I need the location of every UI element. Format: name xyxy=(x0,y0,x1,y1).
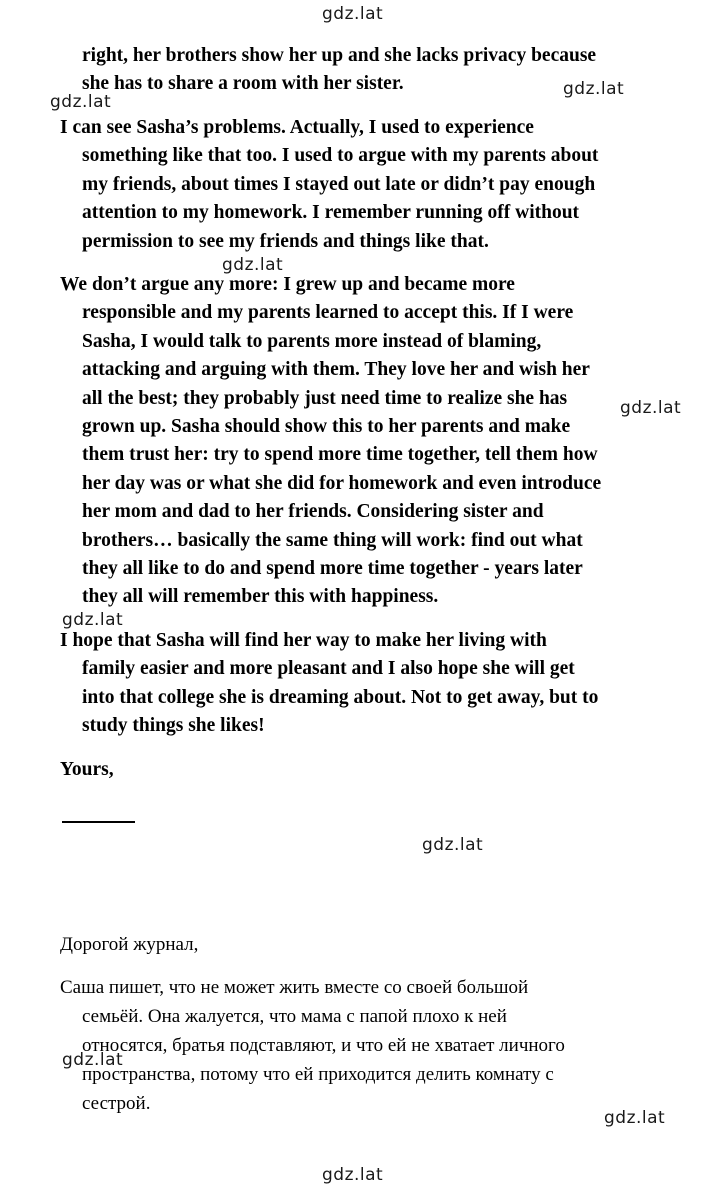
text-line: my friends, about times I stayed out late or didn’t pay enough xyxy=(82,173,596,195)
letter-paragraph-2 xyxy=(60,271,670,612)
text-line: относятся, братья подставляют, и что ей не хватает личного xyxy=(82,1035,565,1056)
text-line: study things she likes! xyxy=(82,715,265,737)
watermark: gdz.lat xyxy=(604,1108,666,1128)
greeting-text: Дорогой журнал, xyxy=(60,934,199,955)
text-line: attacking and arguing with them. They love her and wish her xyxy=(82,359,590,381)
watermark: gdz.lat xyxy=(322,1165,384,1185)
text-line: they all like to do and spend more time together - years later xyxy=(82,558,583,580)
text-line: brothers… basically the same thing will work: find out what xyxy=(82,529,583,551)
text-line: she has to share a room with her sister. xyxy=(82,73,404,95)
watermark: gdz.lat xyxy=(222,255,284,275)
text-line: Саша пишет, что не может жить вместе со своей большой xyxy=(60,977,529,998)
letter-paragraph-1 xyxy=(60,114,670,256)
text-line: attention to my homework. I remember running off without xyxy=(82,202,580,224)
text-line: Sasha, I would talk to parents more instead of blaming, xyxy=(82,330,542,352)
signature-line xyxy=(62,821,135,823)
letter-paragraph-3 xyxy=(60,627,670,741)
text-line: grown up. Sasha should show this to her parents and make xyxy=(82,416,571,438)
text-line: they all will remember this with happiness. xyxy=(82,586,439,608)
translation-paragraph-1 xyxy=(60,973,670,1118)
text-line: her day was or what she did for homework and even introduce xyxy=(82,472,602,494)
letter-closing xyxy=(60,756,670,784)
watermark: gdz.lat xyxy=(563,79,625,99)
text-line: her mom and dad to her friends. Considering sister and xyxy=(82,501,544,523)
text-line: responsible and my parents learned to accept this. If I were xyxy=(82,302,574,324)
watermark: gdz.lat xyxy=(62,610,124,630)
text-line: into that college she is dreaming about. Not to get away, but to xyxy=(82,686,599,708)
text-line: permission to see my friends and things like that. xyxy=(82,230,489,252)
translation-greeting xyxy=(60,930,670,959)
watermark: gdz.lat xyxy=(620,398,682,418)
text-line: family easier and more pleasant and I also hope she will get xyxy=(82,658,575,680)
text-line: сестрой. xyxy=(82,1093,151,1114)
text-line: семьёй. Она жалуется, что мама с папой плохо к ней xyxy=(82,1006,507,1027)
watermark: gdz.lat xyxy=(322,4,384,24)
text-line: We don’t argue any more: I grew up and became more xyxy=(60,274,515,295)
watermark: gdz.lat xyxy=(50,92,112,112)
letter-paragraph-0 xyxy=(60,42,670,99)
text-line: something like that too. I used to argue with my parents about xyxy=(82,145,599,167)
text-line: all the best; they probably just need time to realize she has xyxy=(82,387,568,409)
text-line: them trust her: try to spend more time together, tell them how xyxy=(82,444,598,466)
text-line: пространства, потому что ей приходится делить комнату с xyxy=(82,1064,554,1085)
closing-text: Yours, xyxy=(60,759,114,780)
watermark: gdz.lat xyxy=(422,835,484,855)
text-line: I hope that Sasha will find her way to make her living with xyxy=(60,630,547,651)
text-line: I can see Sasha’s problems. Actually, I used to experience xyxy=(60,117,534,138)
text-line: right, her brothers show her up and she lacks privacy because xyxy=(82,45,597,66)
watermark: gdz.lat xyxy=(62,1050,124,1070)
